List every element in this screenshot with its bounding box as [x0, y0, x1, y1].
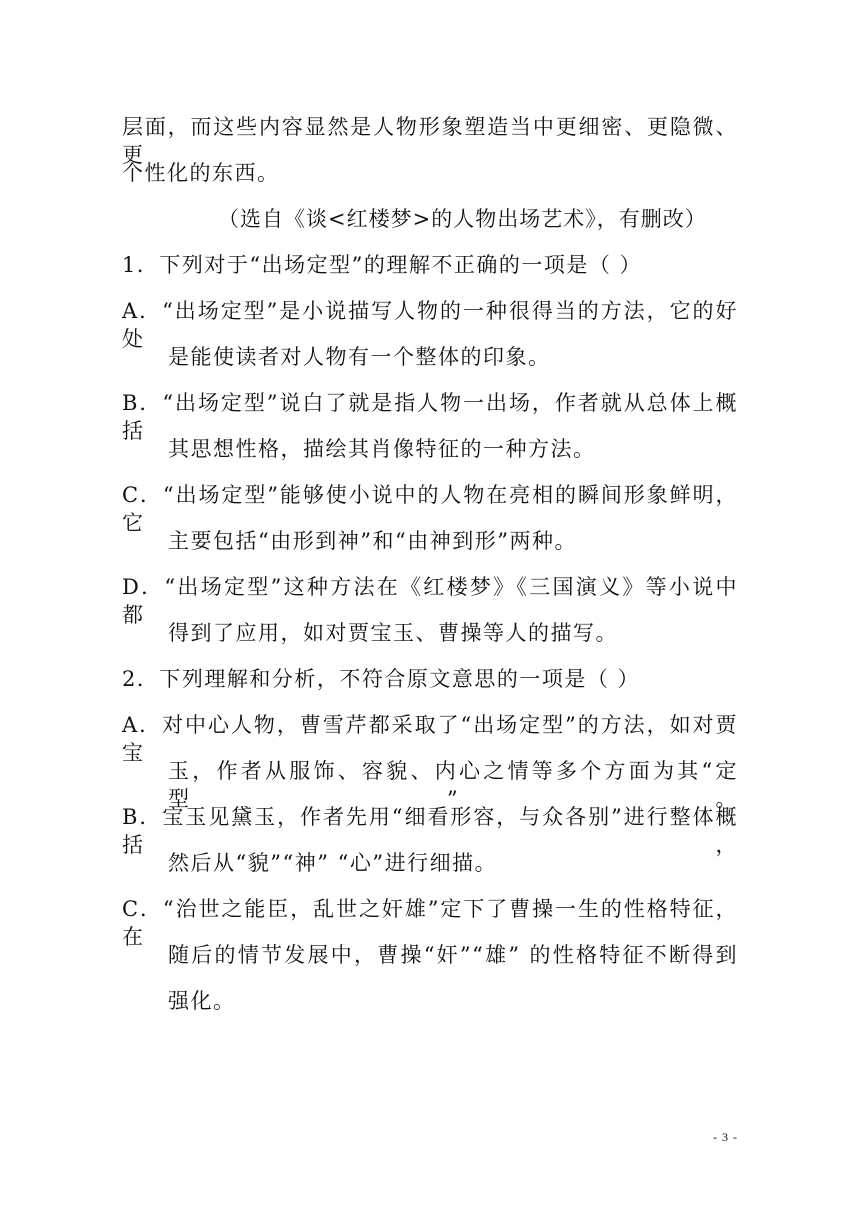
- q2-option-b-line-2: 然后从“貌”“神” “心”进行细描。: [168, 851, 498, 875]
- q1-option-d-line-1: D．“出场定型”这种方法在《红楼梦》《三国演义》等小说中都: [122, 575, 738, 627]
- q1-option-a-line-1: A．“出场定型”是小说描写人物的一种很得当的方法，它的好处: [122, 299, 738, 351]
- question-1-stem: 1．下列对于“出场定型”的理解不正确的一项是（ ）: [122, 253, 643, 277]
- q1-option-b-line-1: B．“出场定型”说白了就是指人物一出场，作者就从总体上概括: [122, 391, 738, 443]
- q1-option-b-line-2: 其思想性格，描绘其肖像特征的一种方法。: [168, 437, 596, 461]
- q2-option-a-line-2: 玉，作者从服饰、容貌、内心之情等多个方面为其“定型”。: [168, 759, 738, 811]
- q2-option-c-line-3: 强化。: [168, 989, 236, 1013]
- q2-option-a-line-1: A．对中心人物，曹雪芹都采取了“出场定型”的方法，如对贾宝: [122, 713, 738, 765]
- q1-option-d-line-2: 得到了应用，如对贾宝玉、曹操等人的描写。: [168, 621, 618, 645]
- q2-option-b-line-1: B．宝玉见黛玉，作者先用“细看形容，与众各别”进行整体概括，: [122, 805, 738, 857]
- q1-option-c-line-1: C．“出场定型”能够使小说中的人物在亮相的瞬间形象鲜明，它: [122, 483, 738, 535]
- question-2-stem: 2．下列理解和分析，不符合原文意思的一项是（ ）: [122, 667, 641, 691]
- passage-line-1: 层面，而这些内容显然是人物形象塑造当中更细密、更隐微、更: [122, 115, 738, 167]
- q2-option-c-line-1: C．“治世之能臣，乱世之奸雄”定下了曹操一生的性格特征，在: [122, 897, 738, 949]
- page-number: - 3 -: [713, 1130, 738, 1144]
- q2-option-c-line-2: 随后的情节发展中，曹操“奸”“雄” 的性格特征不断得到: [168, 943, 738, 967]
- q1-option-a-line-2: 是能使读者对人物有一个整体的印象。: [168, 345, 551, 369]
- passage-line-2: 个性化的东西。: [122, 161, 280, 185]
- q1-option-c-line-2: 主要包括“由形到神”和“由神到形”两种。: [168, 529, 577, 553]
- passage-source: （选自《谈<红楼梦>的人物出场艺术》，有删改）: [218, 207, 707, 231]
